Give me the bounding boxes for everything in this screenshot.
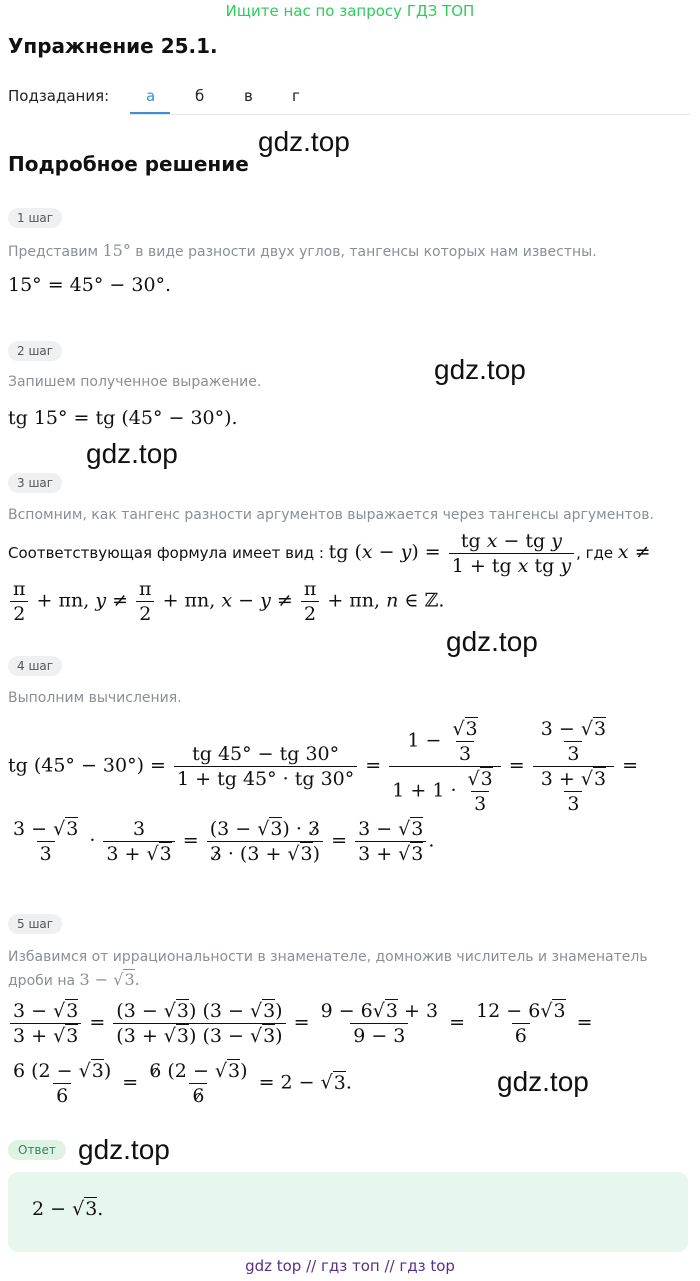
active-tab-indicator [130,112,170,114]
step-formula-cont: $\frac{3 - √3}{3}$ · $\frac{3}{3 + √3}$ = $\frac{(3 - √3) \cdot 3}{3 \cdot (3 + √3)}$ = $\frac{3 - √3}{3 + √3}$ . [13,818,435,865]
subtask-tab-v[interactable]: в [244,87,253,105]
step-formula-cont: $\frac{6 (2 - √3)}{6}$ = $\frac{6 (2 - √3)}{6}$ = 2 − √3. [13,1060,352,1107]
exercise-title: Упражнение 25.1. [8,34,218,58]
watermark: gdz.top [86,438,178,469]
step-formula: tg 15° = tg (45° − 30°). [8,407,238,429]
step-formula: Соответствующая формула имеет вид : tg (x − y) = $\frac{\text{tg x − tg y}}{\text{1 + tg x tg y}}$ , где x ≠ [8,530,651,577]
step-hint: Запишем полученное выражение. [8,374,262,390]
step-hint: Представим 15° в виде разности двух углов, тангенсы которых нам известны. [8,241,597,260]
step-hint: Вспомним, как тангенс разности аргументов выражается через тангенсы аргументов. [8,507,654,523]
step-badge: 5 шаг [8,914,62,934]
answer-box [8,1172,688,1252]
watermark: gdz.top [258,126,350,157]
step-badge: 4 шаг [8,656,62,676]
step-formula: tg (45° − 30°) = $\frac{tg 45^\circ - tg 30^\circ}{1 + tg 45^\circ \cdot tg 30^\circ}$ = 1 − $\frac{√3}{3}$ 1 + 1 · $\frac{√3}{3}$ = $\frac{\frac{3 - √3}{3}}{\frac{3 + √3}{3}}$ = [8,718,639,815]
step-hint: Избавимся от иррациональности в знаменателе, домножив числитель и знаменатель [8,949,648,965]
footer-links: gdz top // гдз топ // гдз top [245,1257,455,1275]
subtask-tab-a[interactable]: а [146,87,156,105]
step-hint: Выполним вычисления. [8,690,182,706]
watermark: gdz.top [446,626,538,657]
subtasks-label: Подзадания: [8,87,110,105]
answer-badge: Ответ [8,1140,66,1160]
search-banner: Ищите нас по запросу ГДЗ ТОП [225,2,475,20]
solution-title: Подробное решение [8,152,249,176]
tabs-divider [130,114,690,115]
watermark: gdz.top [497,1066,589,1097]
step-badge: 2 шаг [8,341,62,361]
subtask-tab-g[interactable]: г [292,87,300,105]
subtask-tab-b[interactable]: б [195,87,205,105]
step-badge: 1 шаг [8,208,62,228]
watermark: gdz.top [78,1134,170,1165]
step-formula-cont: $\frac{\pi}{2}$ + πn, y ≠ $\frac{\pi}{2}$ + πn, x − y ≠ $\frac{\pi}{2}$ + πn, n ∈ ℤ. [8,578,444,625]
step-badge: 3 шаг [8,473,62,493]
answer-value: 2 − √3. [32,1198,104,1220]
watermark: gdz.top [434,354,526,385]
step-formula: $\frac{3 - √3}{3 + √3}$ = $\frac{(3 - √3) (3 - √3)}{(3 + √3) (3 - √3)}$ = $\frac{9 - 6√3 + 3}{9 - 3}$ = $\frac{12 - 6√3}{6}$ = [8,1000,593,1047]
step-formula: 15° = 45° − 30°. [8,274,172,296]
step-hint: дроби на 3 − √3. [8,970,140,989]
